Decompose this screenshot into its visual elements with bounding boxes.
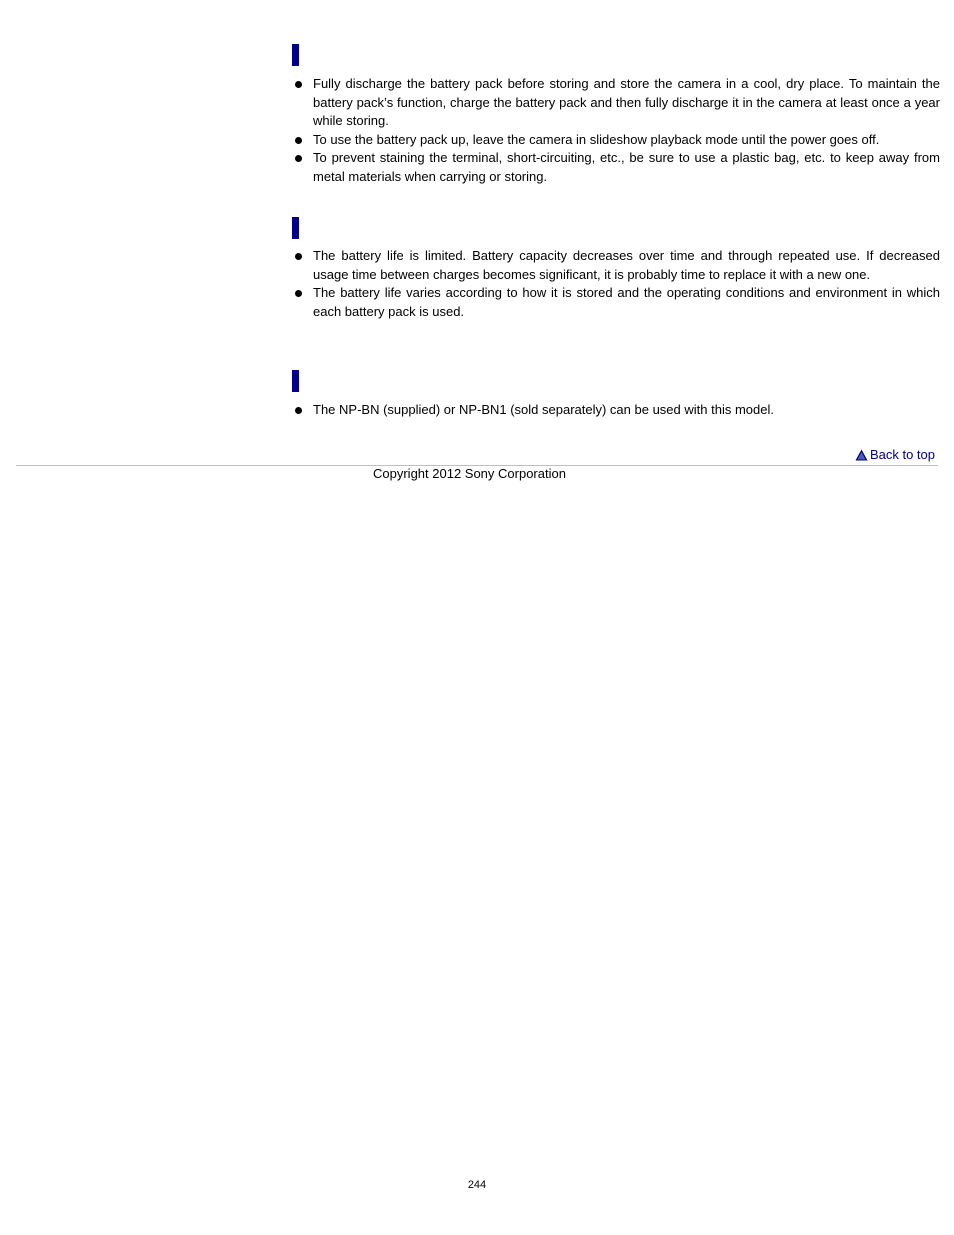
list-item-text: The NP-BN (supplied) or NP-BN1 (sold separately) can be used with this model. xyxy=(313,402,774,417)
list-item xyxy=(292,247,940,284)
section-marker xyxy=(292,44,299,66)
bullet-icon xyxy=(295,137,302,144)
list-item-text: To use the battery pack up, leave the camera in slideshow playback mode until the power goes off. xyxy=(313,131,880,147)
page-number: 244 xyxy=(467,1179,487,1191)
list-item xyxy=(292,149,940,186)
section-storing xyxy=(292,44,940,186)
bullet-icon xyxy=(295,290,302,297)
list-item xyxy=(292,75,940,131)
bullet-icon xyxy=(295,155,302,162)
bullet-list xyxy=(292,247,940,321)
up-triangle-icon xyxy=(855,449,868,461)
section-marker xyxy=(292,217,299,239)
back-to-top-label: Back to top xyxy=(869,447,935,462)
bullet-list xyxy=(292,75,940,186)
section-marker xyxy=(292,370,299,392)
list-item xyxy=(292,131,940,150)
list-item-text: The battery life varies according to how it is stored and the operating conditions and environment in which each battery pack is used. xyxy=(313,285,940,319)
section-battery-life xyxy=(292,217,940,321)
list-item xyxy=(292,284,940,321)
list-item xyxy=(292,401,940,420)
bullet-list xyxy=(292,401,940,420)
list-item-text: Fully discharge the battery pack before storing and store the camera in a cool, dry place. To maintain the battery pack’s function, charge the battery pack and then fully discharge it in the camera at least once a year while storing. xyxy=(313,76,940,128)
list-item-text: The battery life is limited. Battery capacity decreases over time and through repeated use. If decreased usage time between charges becomes significant, it is probably time to replace it with a new one. xyxy=(313,248,940,282)
list-item-text: To prevent staining the terminal, short-circuiting, etc., be sure to use a plastic bag, etc. to keep away from metal materials when carrying or storing. xyxy=(313,150,940,184)
bullet-icon xyxy=(295,253,302,260)
back-to-top-link[interactable] xyxy=(855,447,935,463)
bullet-icon xyxy=(295,81,302,88)
copyright-text: Copyright 2012 Sony Corporation xyxy=(373,466,566,481)
section-compatible-battery xyxy=(292,370,940,420)
bullet-icon xyxy=(295,407,302,414)
